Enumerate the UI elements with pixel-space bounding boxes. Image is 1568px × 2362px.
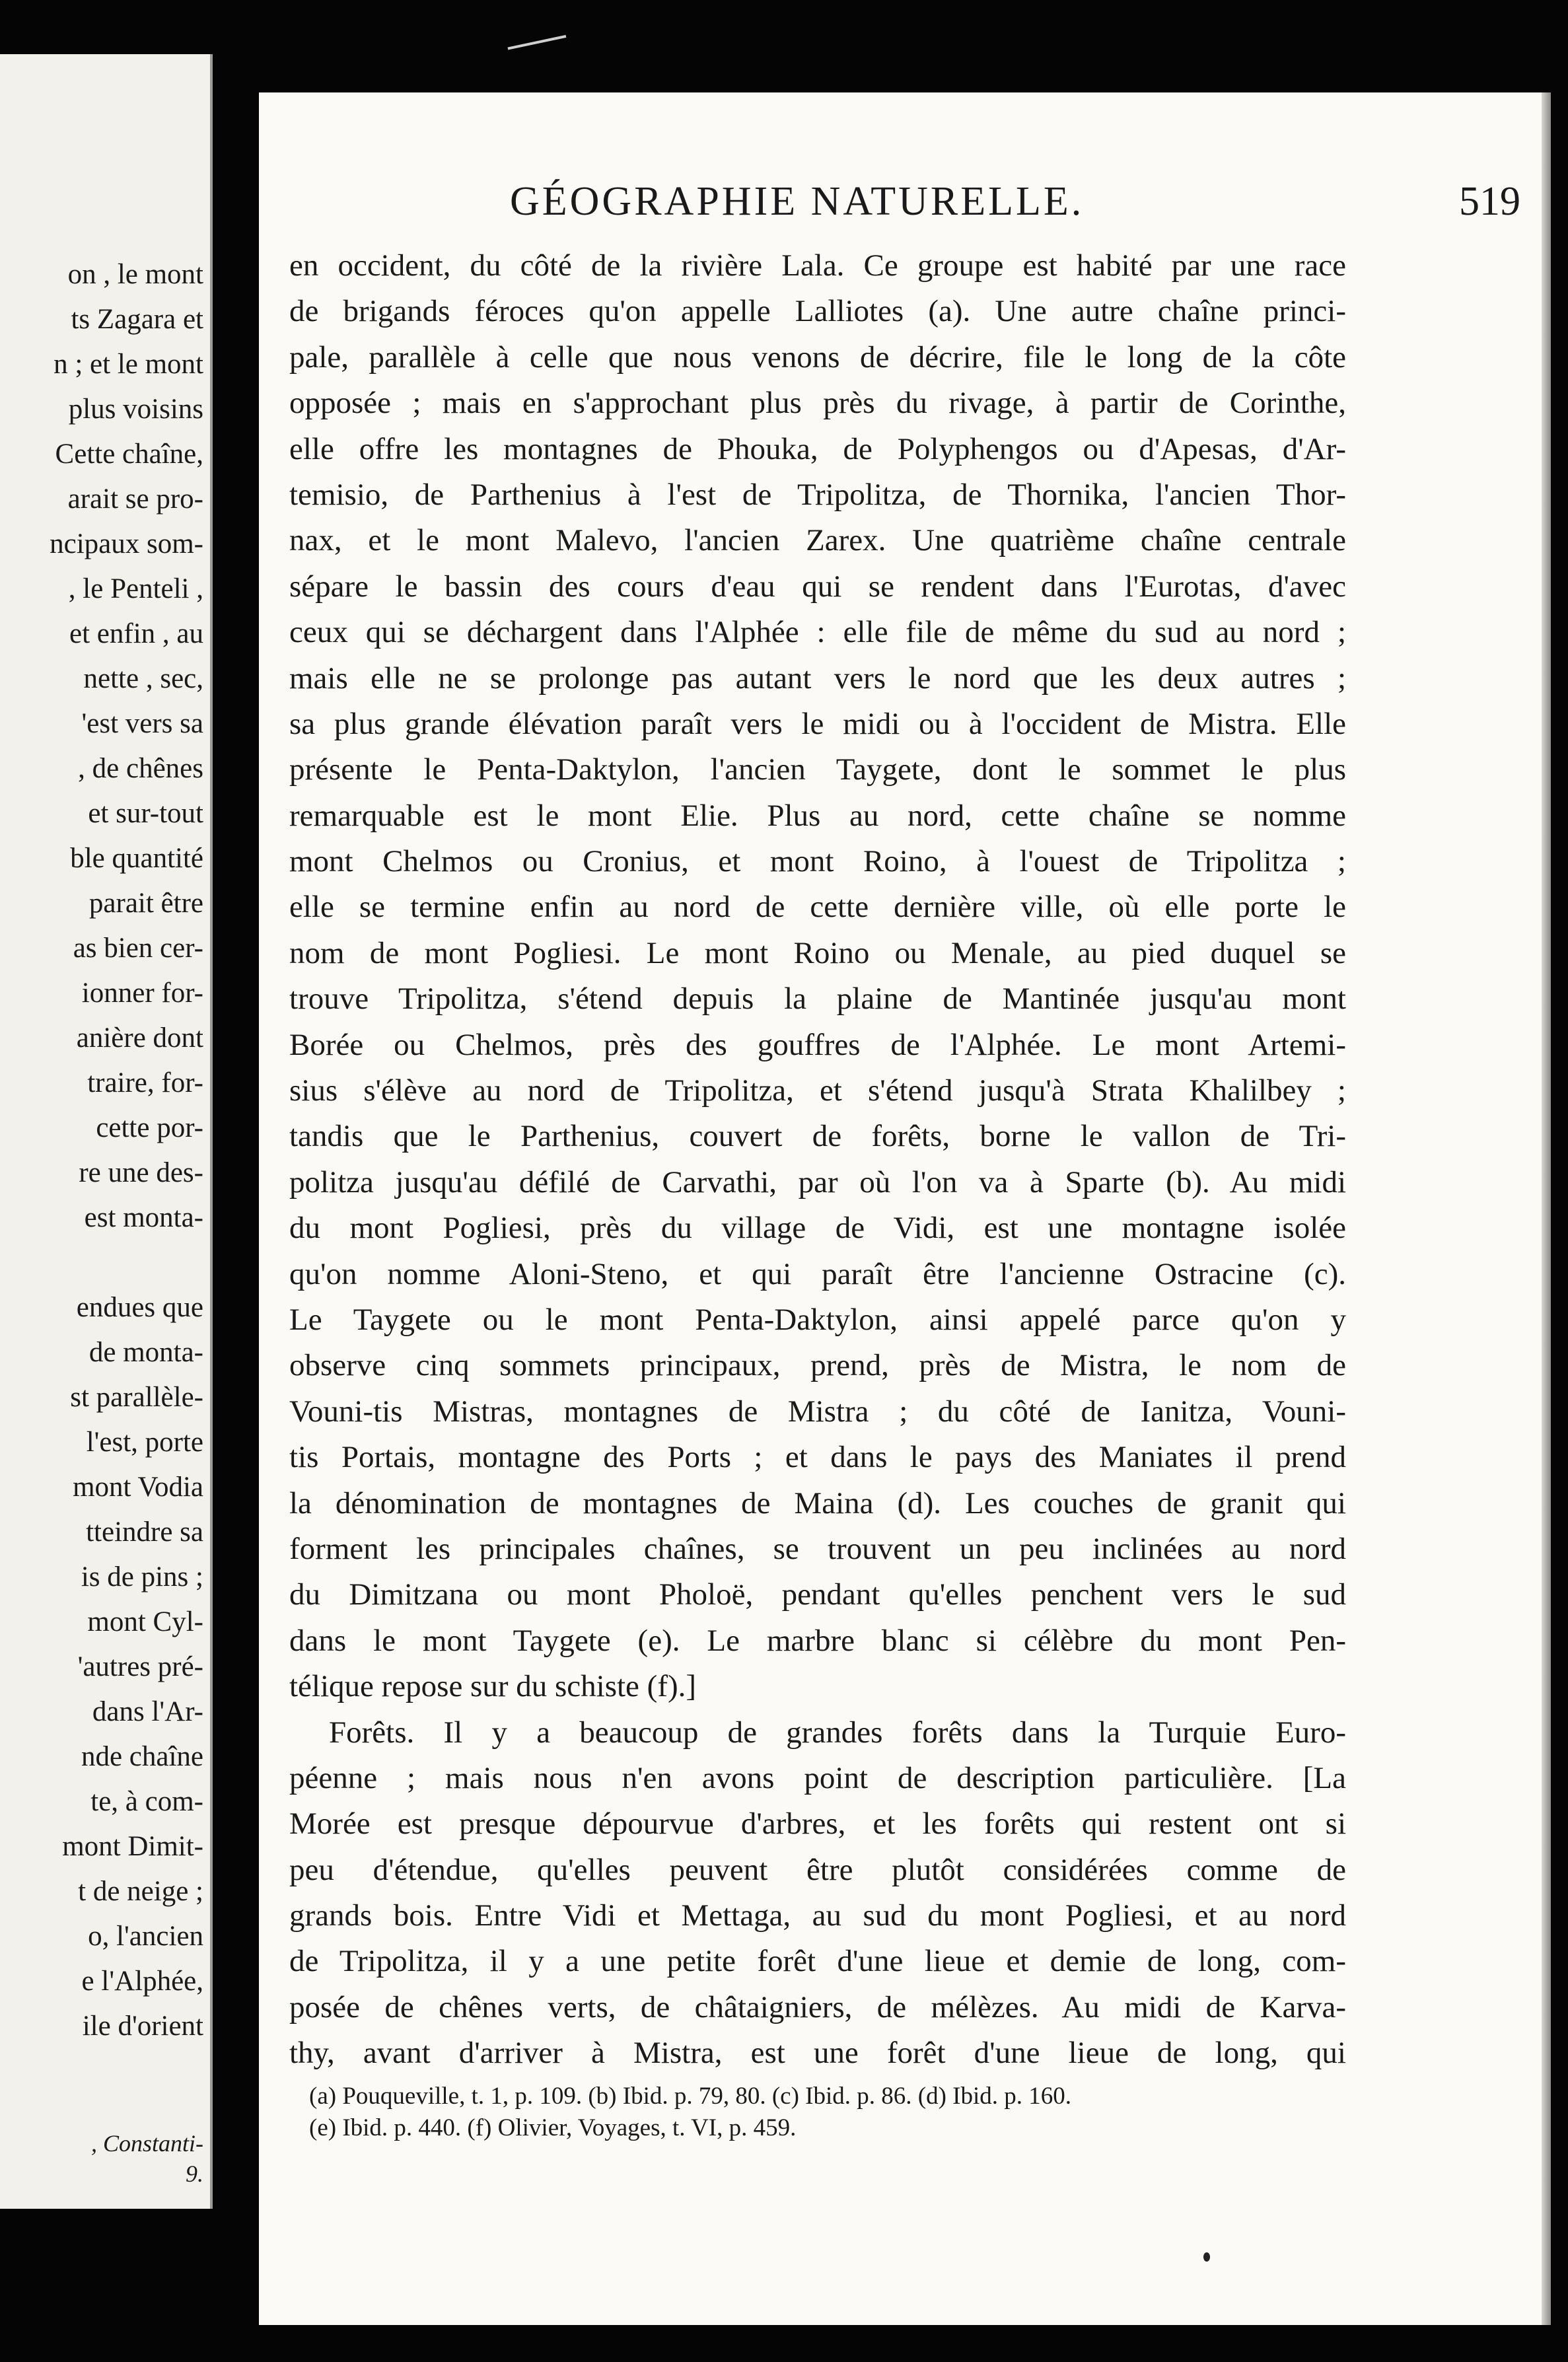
text-line: elle se termine enfin au nord de cette dernière ville, où elle porte le: [289, 890, 1346, 925]
left-line: l'est, porte: [86, 1427, 203, 1458]
text-line: Le Taygete ou le mont Penta-Daktylon, ainsi appelé parce qu'on y: [289, 1302, 1346, 1337]
left-footnote-line: , Constanti-: [90, 2130, 203, 2157]
text-line: en occident, du côté de la rivière Lala. Ce groupe est habité par une race: [289, 248, 1346, 283]
text-line: télique repose sur du schiste (f).]: [289, 1669, 697, 1704]
text-line: Forêts. Il y a beaucoup de grandes forêts dans la Turquie Euro-: [329, 1715, 1346, 1750]
text-line: de brigands féroces qu'on appelle Lalliotes (a). Une autre chaîne princi-: [289, 294, 1346, 329]
left-line: ionner for-: [81, 978, 203, 1009]
left-line: dans l'Ar-: [92, 1696, 203, 1727]
text-line: du mont Pogliesi, près du village de Vidi, est une montagne isolée: [289, 1211, 1346, 1246]
left-line: est monta-: [84, 1202, 203, 1233]
text-line: grands bois. Entre Vidi et Mettaga, au sud du mont Pogliesi, et au nord: [289, 1898, 1346, 1933]
left-line: o, l'ancien: [88, 1921, 203, 1952]
text-line: sa plus grande élévation paraît vers le midi ou à l'occident de Mistra. Elle: [289, 706, 1346, 741]
text-line: sius s'élève au nord de Tripolitza, et s'étend jusqu'à Strata Khalilbey ;: [289, 1073, 1346, 1108]
left-line: endues que: [76, 1292, 203, 1323]
left-line: Cette chaîne,: [55, 439, 203, 470]
text-line: forment les principales chaînes, se trouvent un peu inclinées au nord: [289, 1531, 1346, 1566]
left-line: 'autres pré-: [77, 1651, 203, 1682]
footnote-line: (e) Ibid. p. 440. (f) Olivier, Voyages, t. VI, p. 459.: [309, 2114, 797, 2141]
text-line: Morée est presque dépourvue d'arbres, et les forêts qui restent ont si: [289, 1807, 1346, 1842]
text-line: Vouni-tis Mistras, montagnes de Mistra ; du côté de Ianitza, Vouni-: [289, 1394, 1346, 1429]
left-line: on , le mont: [67, 259, 203, 290]
left-line: ts Zagara et: [71, 304, 203, 335]
page-edge-shadow: [1542, 92, 1551, 2325]
left-line: t de neige ;: [78, 1876, 203, 1907]
left-line: nde chaîne: [81, 1741, 203, 1772]
footnote-line: (a) Pouqueville, t. 1, p. 109. (b) Ibid. p. 79, 80. (c) Ibid. p. 86. (d) Ibid. p. 160.: [309, 2083, 1072, 2110]
left-line: is de pins ;: [81, 1561, 203, 1593]
text-line: thy, avant d'arriver à Mistra, est une forêt d'une lieue de long, qui: [289, 2036, 1346, 2071]
text-line: politza jusqu'au défilé de Carvathi, par où l'on va à Sparte (b). Au midi: [289, 1164, 1346, 1199]
text-line: ceux qui se déchargent dans l'Alphée : elle file de même du sud au nord ;: [289, 615, 1346, 650]
page-number: 519: [1459, 179, 1520, 224]
left-line: mont Vodia: [73, 1472, 203, 1503]
text-line: remarquable est le mont Elie. Plus au nord, cette chaîne se nomme: [289, 798, 1346, 833]
left-line: mont Cyl-: [87, 1606, 203, 1637]
text-line: présente le Penta-Daktylon, l'ancien Taygete, dont le sommet le plus: [289, 752, 1346, 787]
left-line: parait être: [89, 888, 203, 919]
left-line: , le Penteli ,: [68, 573, 203, 604]
text-line: opposée ; mais en s'approchant plus près du rivage, à partir de Corinthe,: [289, 386, 1346, 421]
text-line: péenne ; mais nous n'en avons point de description particulière. [La: [289, 1760, 1346, 1795]
text-line: du Dimitzana ou mont Pholoë, pendant qu'elles penchent vers le sud: [289, 1577, 1346, 1612]
text-line: de Tripolitza, il y a une petite forêt d'une lieue et demie de long, com-: [289, 1944, 1346, 1979]
text-line: posée de chênes verts, de châtaigniers, de mélèzes. Au midi de Karva-: [289, 1989, 1346, 2024]
text-line: qu'on nomme Aloni-Steno, et qui paraît être l'ancienne Ostracine (c).: [289, 1256, 1346, 1291]
left-line: ncipaux som-: [50, 528, 203, 559]
left-line: re une des-: [79, 1157, 203, 1188]
text-line: elle offre les montagnes de Phouka, de Polyphengos ou d'Apesas, d'Ar-: [289, 431, 1346, 466]
left-line: nette , sec,: [83, 663, 203, 694]
running-title: GÉOGRAPHIE NATURELLE.: [510, 179, 1085, 224]
left-line: e l'Alphée,: [81, 1966, 203, 1997]
left-footnote-line: 9.: [186, 2161, 203, 2187]
left-line: 'est vers sa: [81, 708, 203, 739]
left-line: n ; et le mont: [53, 349, 203, 380]
left-line: cette por-: [96, 1112, 203, 1143]
text-line: nom de mont Pogliesi. Le mont Roino ou Menale, au pied duquel se: [289, 935, 1346, 970]
left-line: ile d'orient: [82, 2011, 203, 2042]
scan-mark: [507, 35, 569, 63]
running-header: [510, 178, 1520, 238]
text-line: trouve Tripolitza, s'étend depuis la plaine de Mantinée jusqu'au mont: [289, 982, 1346, 1017]
footnotes: [289, 2081, 1346, 2144]
text-line: la dénomination de montagnes de Maina (d). Les couches de granit qui: [289, 1485, 1346, 1521]
text-line: observe cinq sommets principaux, prend, près de Mistra, le nom de: [289, 1348, 1346, 1383]
ink-dot: [1203, 2252, 1210, 2262]
body-text: [289, 243, 1346, 2077]
left-line: et sur-tout: [88, 798, 203, 829]
left-line: anière dont: [76, 1022, 203, 1054]
text-line: pale, parallèle à celle que nous venons de décrire, file le long de la côte: [289, 340, 1346, 375]
left-line: arait se pro-: [67, 483, 203, 515]
left-line: et enfin , au: [69, 618, 203, 649]
text-line: temisio, de Parthenius à l'est de Tripolitza, de Thornika, l'ancien Thor-: [289, 477, 1346, 512]
left-line: st parallèle-: [70, 1382, 203, 1413]
text-line: sépare le bassin des cours d'eau qui se rendent dans l'Eurotas, d'avec: [289, 569, 1346, 604]
left-line: ble quantité: [70, 843, 203, 874]
left-page-footnote: [91, 2128, 203, 2189]
left-line: de monta-: [89, 1337, 203, 1368]
left-line: as bien cer-: [73, 933, 203, 964]
text-line: mais elle ne se prolonge pas autant vers le nord que les deux autres ;: [289, 661, 1346, 696]
text-line: tis Portais, montagne des Ports ; et dans le pays des Maniates il prend: [289, 1440, 1346, 1475]
left-page: [0, 54, 213, 2209]
text-line: tandis que le Parthenius, couvert de forêts, borne le vallon de Tri-: [289, 1119, 1346, 1154]
text-line: peu d'étendue, qu'elles peuvent être plutôt considérées comme de: [289, 1852, 1346, 1887]
text-line: nax, et le mont Malevo, l'ancien Zarex. Une quatrième chaîne centrale: [289, 523, 1346, 558]
text-line: Borée ou Chelmos, près des gouffres de l'Alphée. Le mont Artemi-: [289, 1027, 1346, 1062]
text-line: dans le mont Taygete (e). Le marbre blanc si célèbre du mont Pen-: [289, 1623, 1346, 1658]
left-line: mont Dimit-: [62, 1831, 203, 1862]
left-page-text: [50, 252, 203, 2049]
left-line: tteindre sa: [86, 1517, 203, 1548]
left-line: , de chênes: [78, 753, 203, 784]
right-page: [259, 92, 1551, 2325]
text-line: mont Chelmos ou Cronius, et mont Roino, à l'ouest de Tripolitza ;: [289, 844, 1346, 879]
left-line: traire, for-: [87, 1067, 203, 1098]
left-line: te, à com-: [90, 1786, 203, 1817]
left-line: plus voisins: [68, 394, 203, 425]
